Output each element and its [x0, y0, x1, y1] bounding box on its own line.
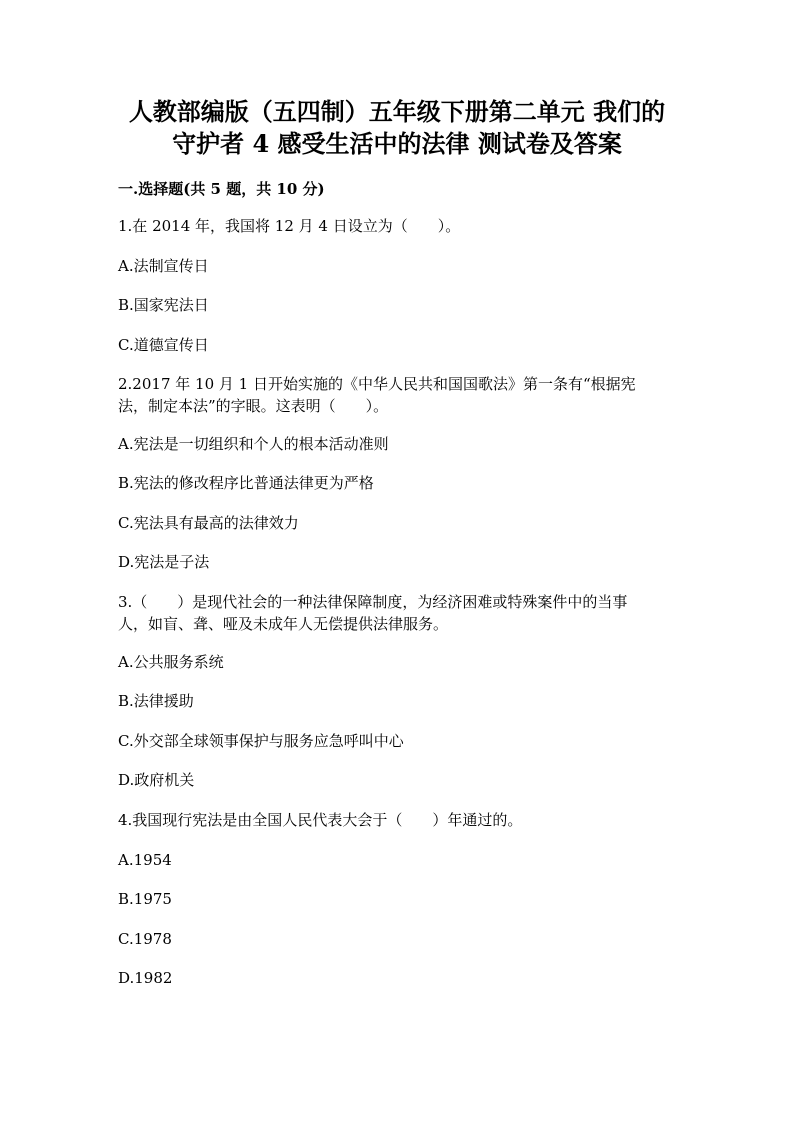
- question-2-option-a: A.宪法是一切组织和个人的根本活动准则: [118, 435, 389, 453]
- section-heading: 一.选择题(共 5 题，共 10 分): [118, 180, 325, 198]
- question-3-option-b: B.法律援助: [118, 692, 194, 710]
- question-1-option-a: A.法制宣传日: [118, 257, 209, 275]
- question-1-option-c: C.道德宣传日: [118, 336, 209, 354]
- question-3-option-a: A.公共服务系统: [118, 653, 224, 671]
- question-1-stem: 1.在 2014 年，我国将 12 月 4 日设立为（ ）。: [118, 217, 461, 235]
- document-title-line-1: 人教部编版（五四制）五年级下册第二单元 我们的: [128, 97, 666, 126]
- question-3-option-c: C.外交部全球领事保护与服务应急呼叫中心: [118, 732, 404, 750]
- question-3-stem-line-2: 人，如盲、聋、哑及未成年人无偿提供法律服务。: [118, 615, 449, 633]
- question-2-option-c: C.宪法具有最高的法律效力: [118, 514, 299, 532]
- question-2-option-d: D.宪法是子法: [118, 553, 210, 571]
- question-2-stem-line-1: 2.2017 年 10 月 1 日开始实施的《中华人民共和国国歌法》第一条有“根据宪: [118, 375, 636, 393]
- question-2-option-b: B.宪法的修改程序比普通法律更为严格: [118, 474, 374, 492]
- question-3-option-d: D.政府机关: [118, 771, 195, 789]
- question-4-option-d: D.1982: [118, 969, 173, 987]
- question-4-option-a: A.1954: [118, 851, 172, 869]
- document-title-line-2: 守护者 4 感受生活中的法律 测试卷及答案: [172, 129, 622, 158]
- question-3-stem-line-1: 3.（ ）是现代社会的一种法律保障制度，为经济困难或特殊案件中的当事: [118, 593, 628, 611]
- question-2-stem-line-2: 法，制定本法”的字眼。这表明（ ）。: [118, 397, 389, 415]
- question-4-option-b: B.1975: [118, 890, 172, 908]
- question-4-option-c: C.1978: [118, 930, 172, 948]
- question-4-stem: 4.我国现行宪法是由全国人民代表大会于（ ）年通过的。: [118, 811, 523, 829]
- question-1-option-b: B.国家宪法日: [118, 296, 209, 314]
